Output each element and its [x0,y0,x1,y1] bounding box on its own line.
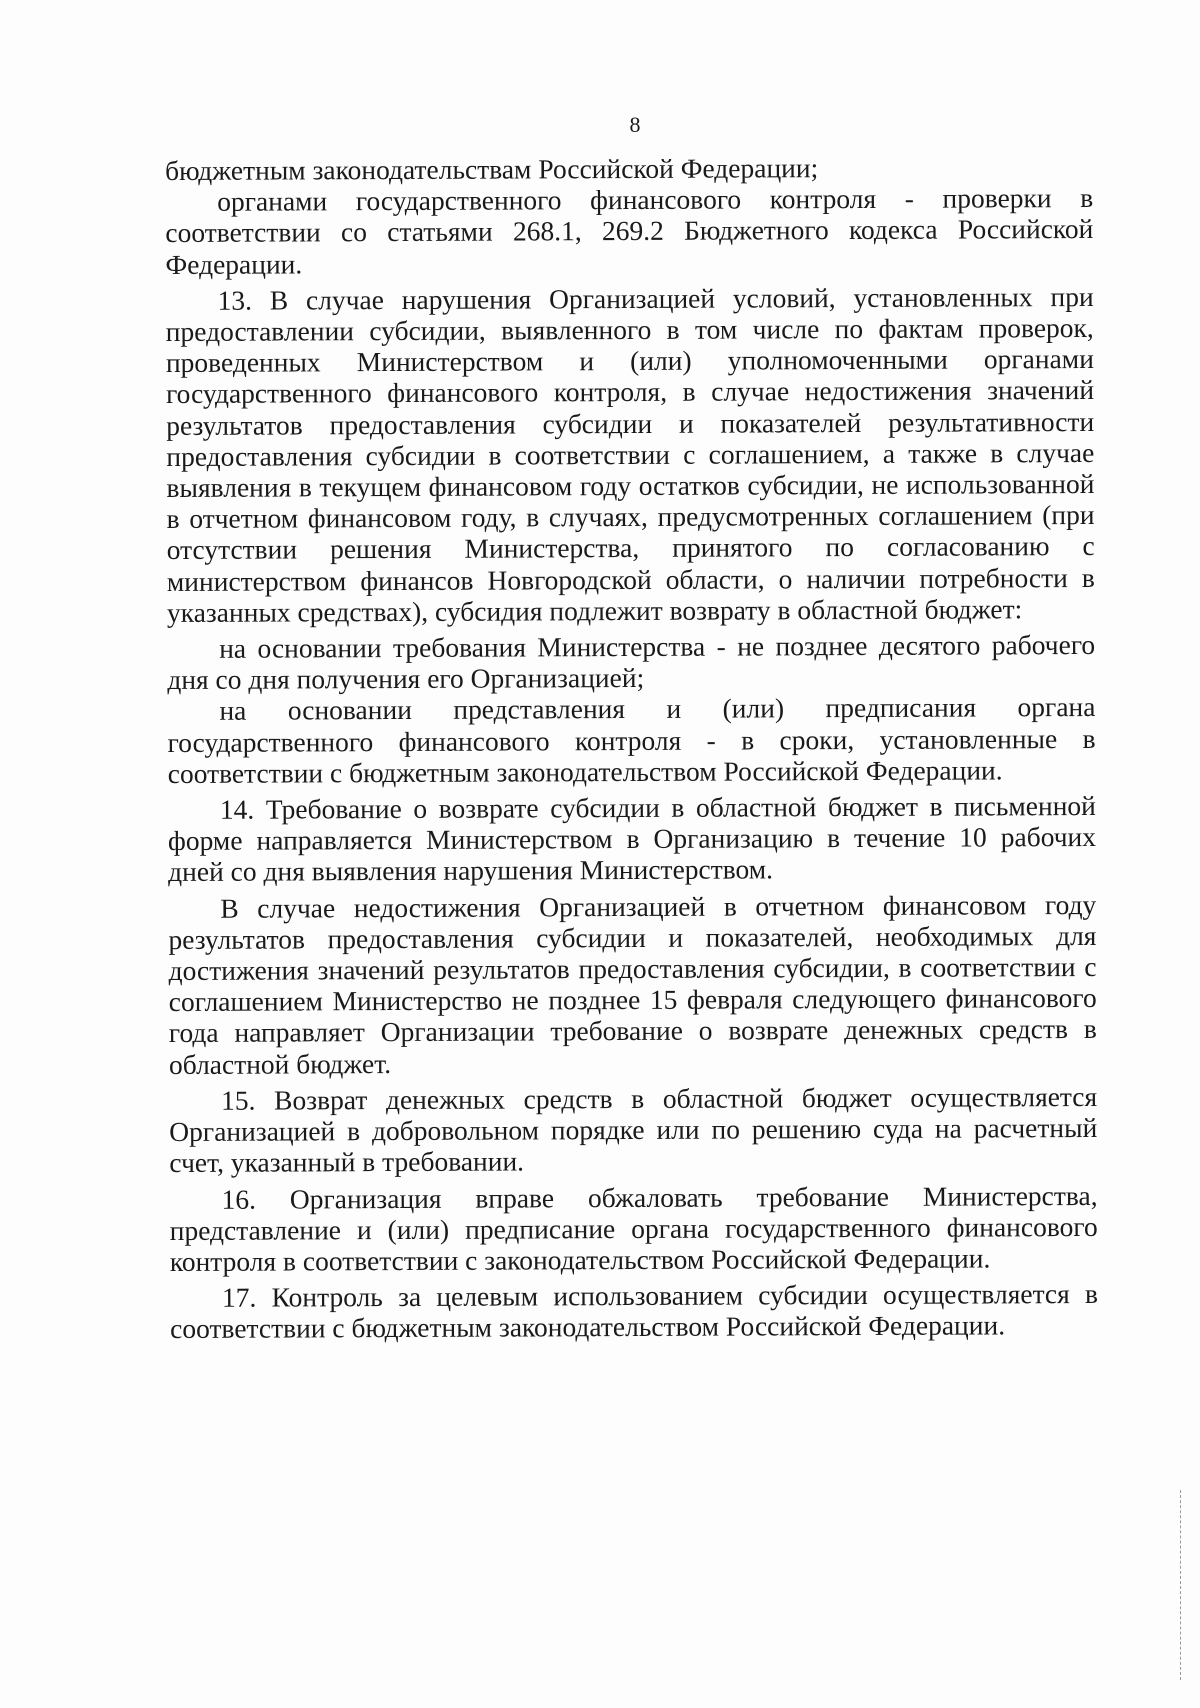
paragraph-16: 16. Организация вправе обжаловать требование Министерства, представление и (или) предписание органа государственного финансового контроля в соответствии с законодательством Российской Федерации. [169,1179,1098,1277]
paragraph-ministry-requirement: на основании требования Министерства - не позднее десятого рабочего дня со дня получения его Организацией; [167,628,1096,696]
document-body [165,151,1098,1345]
paragraph-14: 14. Требование о возврате субсидии в областной бюджет в письменной форме направляется Министерством в Организацию в течение 10 рабочих дней со дня выявления нарушения Министерством. [167,790,1097,888]
paragraph-15: 15. Возврат денежных средств в областной бюджет осуществляется Организацией в добровольном порядке или по решению суда на расчетный счет, указанный в требовании. [169,1080,1098,1179]
paragraph-non-achievement: В случае недостижения Организацией в отчетном финансовом году результатов предоставления субсидии и показателей, необходимых для достижения значений результатов предоставления субсидии, в соответствии с соглашением Министерство не позднее 15 февраля следующего финансового года направляет Организации требование о возврате денежных средств в областной бюджет. [168,888,1097,1080]
page-number: 8 [629,112,641,137]
paragraph-control-body-order: на основании представления и (или) предписания органа государственного финансового контроля - в сроки, установленные в соответствии с бюджетным законодательством Российской Федерации. [167,691,1096,789]
paragraph-financial-control: органами государственного финансового контроля - проверки в соответствии со статьями 268.1, 269.2 Бюджетного кодекса Российской Федерации. [165,182,1094,280]
paragraph-17: 17. Контроль за целевым использованием субсидии осуществляется в соответствии с бюджетным законодательством Российской Федерации. [170,1278,1099,1345]
scan-edge-line [1180,1490,1181,1680]
paragraph-continuation: бюджетным законодательствам Российской Федерации; [165,152,819,186]
paragraph-13: 13. В случае нарушения Организацией условий, установленных при предоставлении субсидии, выявленного в том числе по фактам проверок, проведенных Министерством и (или) уполномоченными органами государственного финансового контроля, в случае недостижения значений результатов предоставления субсидии и показателей результативности предоставления субсидии в соответствии с соглашением, а также в случае выявления в текущем финансовом году остатков субсидии, не использованной в отчетном финансовом году, в случаях, предусмотренных соглашением (при отсутствии решения Министерства, принятого по согласованию с министерством финансов Новгородской области, о наличии потребности в указанных средствах), субсидия подлежит возврату в областной бюджет: [165,280,1095,628]
